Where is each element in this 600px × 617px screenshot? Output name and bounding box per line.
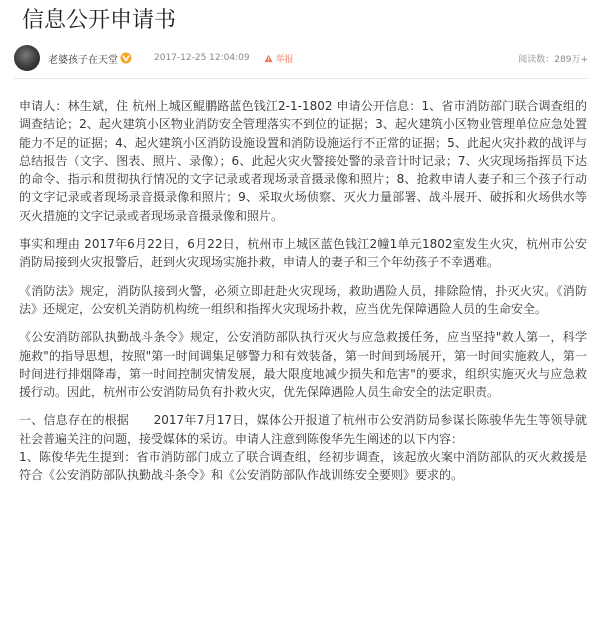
report-link[interactable]: 举报 [275,54,294,65]
author-name[interactable]: 老婆孩子在天堂 [48,54,118,66]
header-divider [14,78,588,79]
vip-badge-icon [120,52,132,64]
paragraph-duty-regulation: 《公安消防部队执勤战斗条令》规定，公安消防部队执行灭火与应急救援任务，应当坚持"救人第一，科学施救"的指导思想，按照"第一时间调集足够警力和有效装备，第一时间到场展开，第一时间实施救人，第一时间进行排烟降毒，第一时间控制灾情发展，最大限度地减少损失和危害"的要求，组织实施灭火与应急救援行动。因此，杭州市公安消防局负有扑救火灾，优先保障遇险人员生命安全的法定职责。 [19,330,587,400]
post-meta-bar [14,44,588,72]
paragraph-fire-law: 《消防法》规定，消防队接到火警，必须立即赶赴火灾现场，救助遇险人员，排除险情，扑灭火灾。《消防法》还规定，公安机关消防机构统一组织和指挥火灾现场扑救，应当优先保障遇险人员的生命安全。 [19,283,587,316]
article-body [19,97,587,485]
avatar[interactable] [14,45,40,71]
page-title: 信息公开申请书 [22,8,177,33]
post-timestamp: 2017-12-25 12:04:09 [154,53,250,63]
paragraph-application: 申请人：林生斌，住 杭州上城区鲲鹏路蓝色钱江2-1-1802 申请公开信息：1、省市消防部门联合调查组的调查结论；2、起火建筑小区物业消防安全管理落实不到位的证据；3、起火建筑小区物业管理单位应急处置能力不足的证据；4、起火建筑小区消防设施设置和消防设施运行不正常的证据；5、此起火灾扑救的战评与总结报告（文字、图表、照片、录像）；6、此起火灾火警接处警的录音计时记录；7、火灾现场指挥员下达的命令、指示和贯彻执行情况的文字记录或者现场录音摄录像和照片；8、抢救申请人妻子和三个孩子行动的文字记录或者现场录音摄录像和照片；9、采取火场侦察、灭火力量部署、战斗展开、破拆和火场供水等灭火措施的文字记录或者现场录音摄录像和照片。 [19,99,587,223]
report-icon[interactable] [264,54,273,63]
paragraph-facts: 事实和理由 2017年6月22日，6月22日，杭州市上城区蓝色钱江2幢1单元1802室发生火灾，杭州市公安消防局接到火灾报警后，赶到火灾现场实施扑救，申请人的妻子和三个年幼孩子不幸遇难。 [19,237,587,270]
paragraph-information-basis: 一、信息存在的根据 2017年7月17日，媒体公开报道了杭州市公安消防局参谋长陈骏华先生等领导就社会普遍关注的问题，接受媒体的采访。申请人注意到陈俊华先生阐述的以下内容： 1、陈俊华先生提到：省市消防部门成立了联合调查组，经初步调查，该起放火案中消防部队的灭火救援是符合《公安消防部队执勤战斗条令》和《公安消防部队作战训练安全要则》要求的。 [19,413,587,483]
read-count: 阅读数：289万+ [518,54,588,65]
